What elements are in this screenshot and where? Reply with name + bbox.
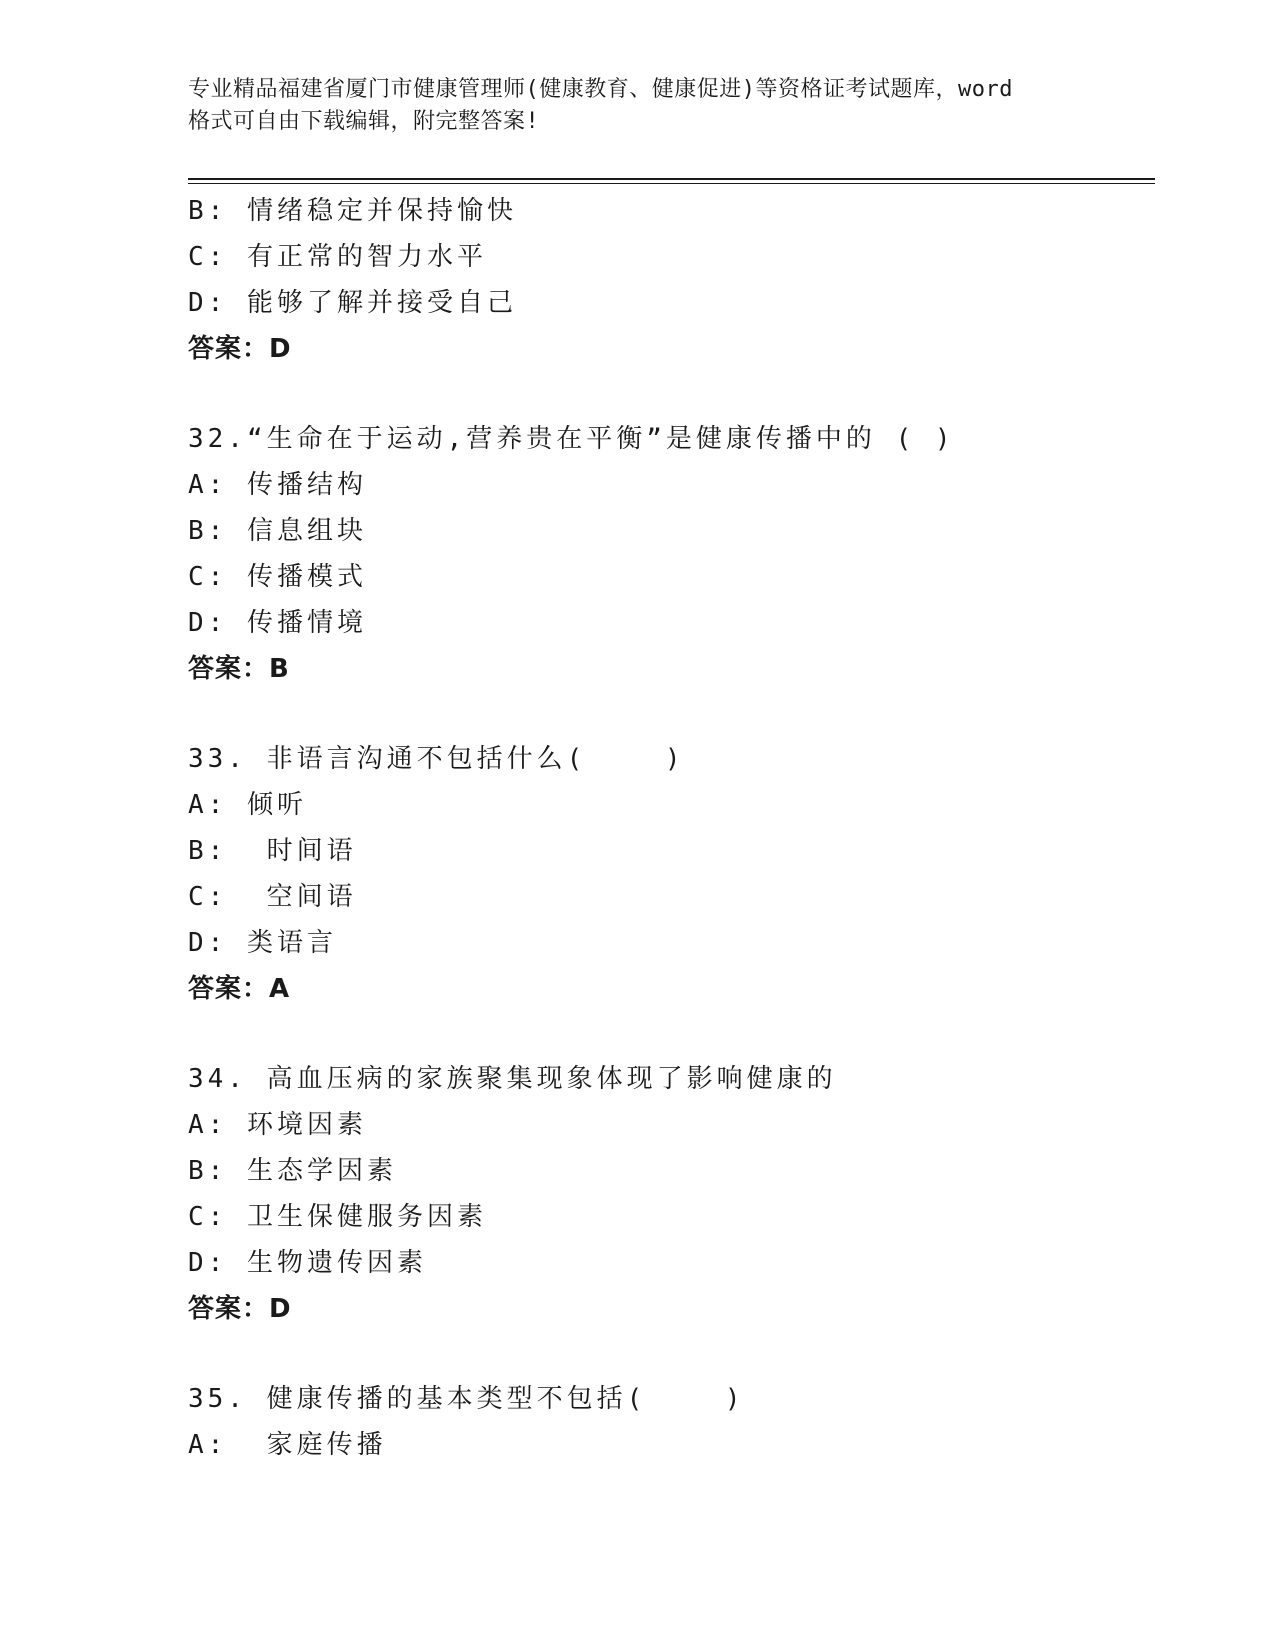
question-34-option-d: D: 生物遗传因素 <box>188 1248 427 1278</box>
document-header <box>188 74 1088 138</box>
spacer <box>188 1012 1155 1056</box>
header-line-2: 格式可自由下载编辑，附完整答案! <box>188 109 540 134</box>
question-31-option-b: B: 情绪稳定并保持愉快 <box>188 196 517 226</box>
question-31-option-d: D: 能够了解并接受自己 <box>188 288 517 318</box>
question-35-text: 35. 健康传播的基本类型不包括( ) <box>188 1384 745 1414</box>
spacer <box>188 372 1155 416</box>
question-32-option-c: C: 传播模式 <box>188 562 367 592</box>
question-33-option-a: A: 倾听 <box>188 790 307 820</box>
spacer <box>188 692 1155 736</box>
question-33-option-b: B: 时间语 <box>188 836 357 866</box>
question-34-option-a: A: 环境因素 <box>188 1110 367 1140</box>
question-34-answer: 答案：D <box>188 1294 292 1324</box>
question-32-answer: 答案：B <box>188 654 290 684</box>
question-32-text: 32.“生命在于运动,营养贵在平衡”是健康传播中的 ( ) <box>188 424 955 454</box>
question-33-block <box>188 736 1155 1012</box>
question-34-option-c: C: 卫生保健服务因素 <box>188 1202 487 1232</box>
question-31-block <box>188 188 1155 372</box>
header-line-1: 专业精品福建省厦门市健康管理师(健康教育、健康促进)等资格证考试题库，word <box>188 77 1013 102</box>
question-33-option-c: C: 空间语 <box>188 882 357 912</box>
header-rule-thick <box>188 178 1155 180</box>
question-34-option-b: B: 生态学因素 <box>188 1156 397 1186</box>
question-32-option-a: A: 传播结构 <box>188 470 367 500</box>
question-34-text: 34. 高血压病的家族聚集现象体现了影响健康的 <box>188 1064 837 1094</box>
question-32-option-d: D: 传播情境 <box>188 608 367 638</box>
question-31-answer: 答案：D <box>188 334 292 364</box>
question-list <box>188 188 1155 1468</box>
question-32-block <box>188 416 1155 692</box>
spacer <box>188 1332 1155 1376</box>
question-33-option-d: D: 类语言 <box>188 928 337 958</box>
question-33-text: 33. 非语言沟通不包括什么( ) <box>188 744 685 774</box>
question-35-block <box>188 1376 1155 1468</box>
question-32-option-b: B: 信息组块 <box>188 516 367 546</box>
question-31-option-c: C: 有正常的智力水平 <box>188 242 487 272</box>
question-33-answer: 答案：A <box>188 974 291 1004</box>
question-35-option-a: A: 家庭传播 <box>188 1430 387 1460</box>
header-rule-thin <box>188 183 1155 184</box>
question-34-block <box>188 1056 1155 1332</box>
